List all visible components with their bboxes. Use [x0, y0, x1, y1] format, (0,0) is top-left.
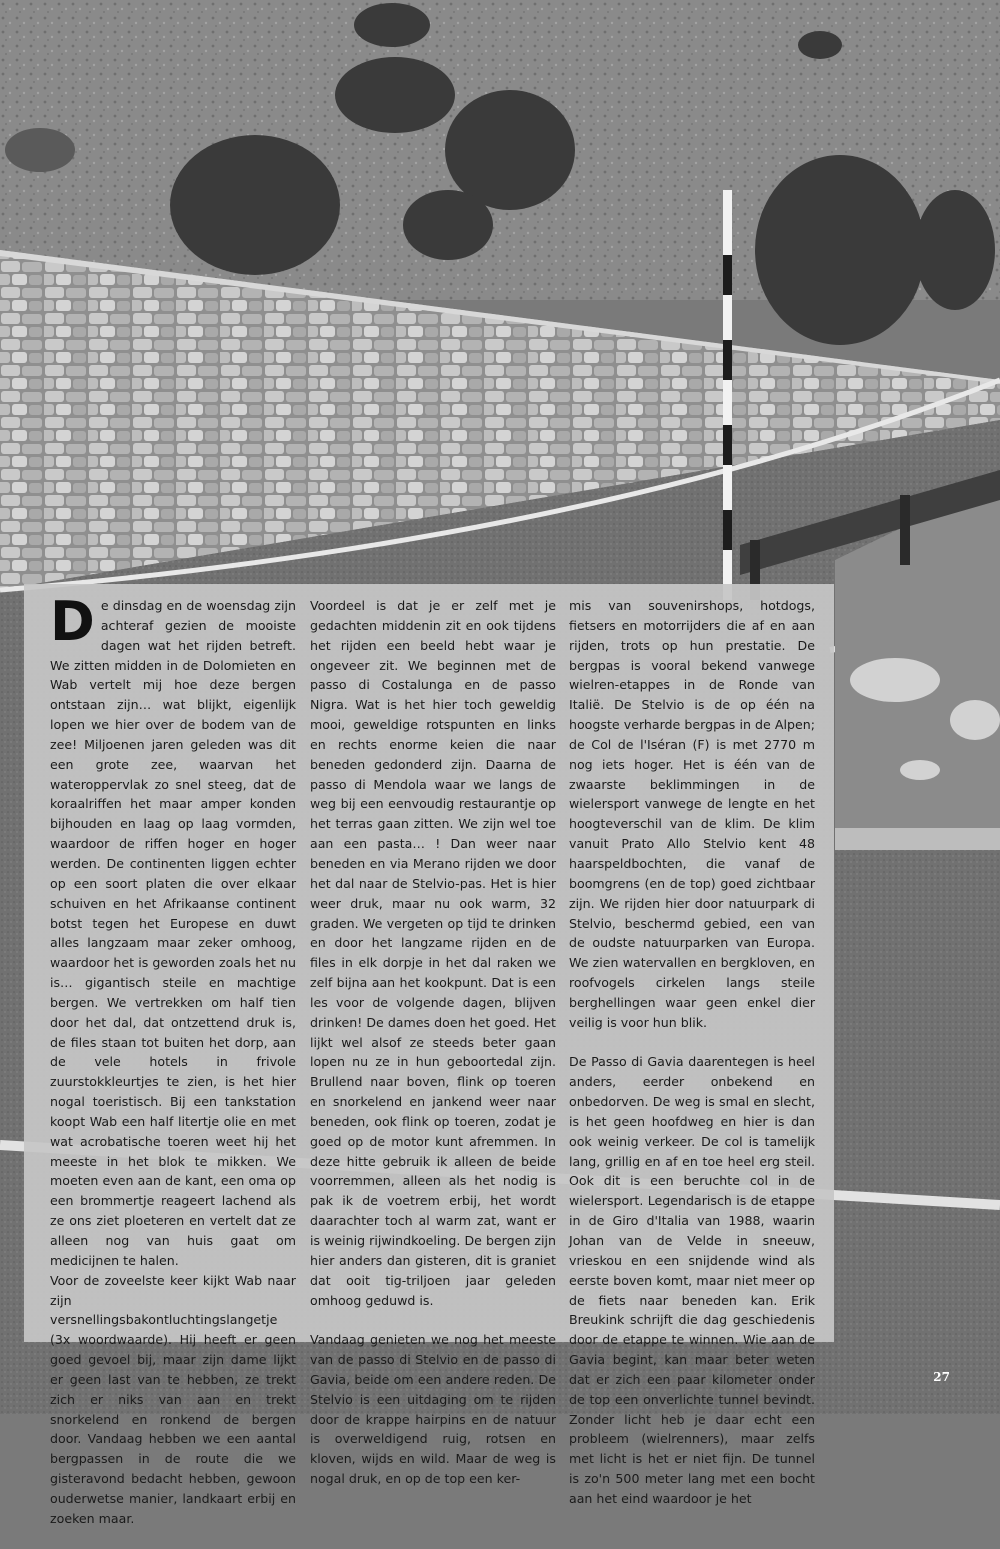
article-column-3 [569, 596, 815, 1529]
article-column-2 [310, 596, 556, 1509]
paragraph: Voordeel is dat je er zelf met je gedachten middenin zit en ook tijdens het rijden een beeld hebt waar je ongeveer zit. We beginnen met de passo di Costalunga en de passo Nigra. Wat is het hier toch geweldig mooi, geweldige rotspunten en links en rechts enorme keien die naar beneden gedonderd zijn. Daarna de passo di Mendola waar we langs de weg bij een eenvoudig restaurantje op het terras gaan zitten. We zijn wel toe aan een pasta… ! Dan weer naar beneden en via Merano rijden we door het dal naar de Stelvio-pas. Het is hier weer druk, maar nu ook warm, 32 graden. We vergeten op tijd te drinken en door het langzame rijden en de files in elk dorpje in het dal raken we zelf bijna aan het kookpunt. Dat is een les voor de volgende dagen, blijven drinken! De dames doen het goed. Het lijkt wel alsof ze steeds beter gaan lopen nu ze in hun geboortedal zijn. Brullend naar boven, flink op toeren en snorkelend en jankend weer naar beneden, ook flink op toeren, zodat je goed op de motor kunt afremmen. In deze hitte gebruik ik alleen de beide voorremmen, alleen als het nodig is pak ik de voetrem erbij, het wordt daarachter toch al warm zat, want er is weinig rijwindkoeling. De bergen zijn hier anders dan gisteren, dit is graniet dat ooit tig-triljoen jaar geleden omhoog geduwd is. [310, 598, 556, 1308]
paragraph: mis van souvenirshops, hotdogs, fietsers en motorrijders die af en aan rijden, trots op hun prestatie. De bergpas is vooral bekend vanwege wielren-etappes in de Ronde van Italië. De Stelvio is de op één na hoogste verharde bergpas in de Alpen; de Col de l'Iséran (F) is met 2770 m nog iets hoger. Het is één van de zwaarste beklimmingen in de wielersport vanwege de lengte en het hoogteverschil van de klim. De klim vanuit Prato Allo Stelvio kent 48 haarspeldbochten, die vanaf de boomgrens (en de top) goed zichtbaar zijn. We rijden hier door natuurpark di Stelvio, beschermd gebied, een van de oudste natuurparken van Europa. We zien watervallen en bergkloven, en roofvogels cirkelen langs steile berghellingen waar geen enkel dier veilig is voor hun blik. [569, 598, 815, 1030]
paragraph: De Passo di Gavia daarentegen is heel anders, eerder onbekend en onbedorven. De weg is smal en slecht, is het geen hoofdweg en hier is dan ook weinig verkeer. De col is tamelijk lang, grillig en af en toe heel erg steil. Ook dit is een beruchte col in de wielersport. Legendarisch is de etappe in de Giro d'Italia van 1988, waarin Johan van de Velde in sneeuw, vrieskou en een snijdende wind als eerste boven komt, maar niet meer op de fiets naar beneden kan. Erik Breukink schrijft die dag geschiedenis door de etappe te winnen. Wie aan de Gavia begint, kan maar beter weten dat er zich een paar kilometer onder de top een onverlichte tunnel bevindt. Zonder licht heb je daar echt een probleem (wielrenners), maar zelfs met licht is het er niet fijn. De tunnel is zo'n 500 meter lang met een bocht aan het eind waardoor je het [569, 1054, 815, 1506]
paragraph: Voor de zoveelste keer kijkt Wab naar zijn versnellingsbakontluchtingslangetje (3x woordwaarde). Hij heeft er geen goed gevoel bij, maar zijn dame lijkt er geen last van te hebben, ze trekt zich er niks van aan en trekt snorkelend en ronkend de bergen door. Vandaag hebben we een aantal bergpassen in de route die we gisteravond bedacht hebben, gewoon ouderwetse manier, landkaart erbij en zoeken maar. [50, 1272, 296, 1526]
paragraph: Vandaag genieten we nog het meeste van de passo di Stelvio en de passo di Gavia, beide om een andere reden. De Stelvio is een uitdaging om te rijden door de krappe hairpins en de natuur is overweldigend ruig, rotsen en kloven, wijds en wild. Maar de weg is nogal druk, en op de top een ker- [310, 1332, 556, 1487]
article-column-1 [50, 590, 296, 1549]
drop-cap: D [50, 590, 95, 653]
page-number: 27 [933, 1370, 950, 1384]
paragraph: e dinsdag en de woensdag zijn achteraf gezien de mooiste dagen wat het rijden betreft. We zitten midden in de Dolomieten en Wab vertelt mij hoe deze bergen ontstaan zijn… wat blijkt, eigenlijk lopen we hier over de bodem van de zee! Miljoenen jaren geleden was dit een grote zee, waarvan het wateroppervlak zo snel steeg, dat de koraalriffen het maar amper konden bijhouden en laag op laag vormden, waardoor de riffen hoger en hoger werden. De continenten liggen echter op een soort platen die over elkaar schuiven en het Afrikaanse continent botst tegen het Europese en duwt alles langzaam maar zeker omhoog, waardoor het is geworden zoals het nu is… gigantisch steile en machtige bergen. We vertrekken om half tien door het dal, dat ontzettend druk is, de files staan tot buiten het dorp, aan de vele hotels in frivole zuurstokkleurtjes te zien, is het hier nogal toeristisch. Bij een tankstation koopt Wab een half litertje olie en met wat acrobatische toeren weet hij het meeste in het blok te mikken. We moeten even aan de kant, een oma op een brommertje reageert lachend als ze ons ziet ploeteren en vertelt dat ze alleen nog van huis gaat om medicijnen te halen. [50, 598, 296, 1268]
